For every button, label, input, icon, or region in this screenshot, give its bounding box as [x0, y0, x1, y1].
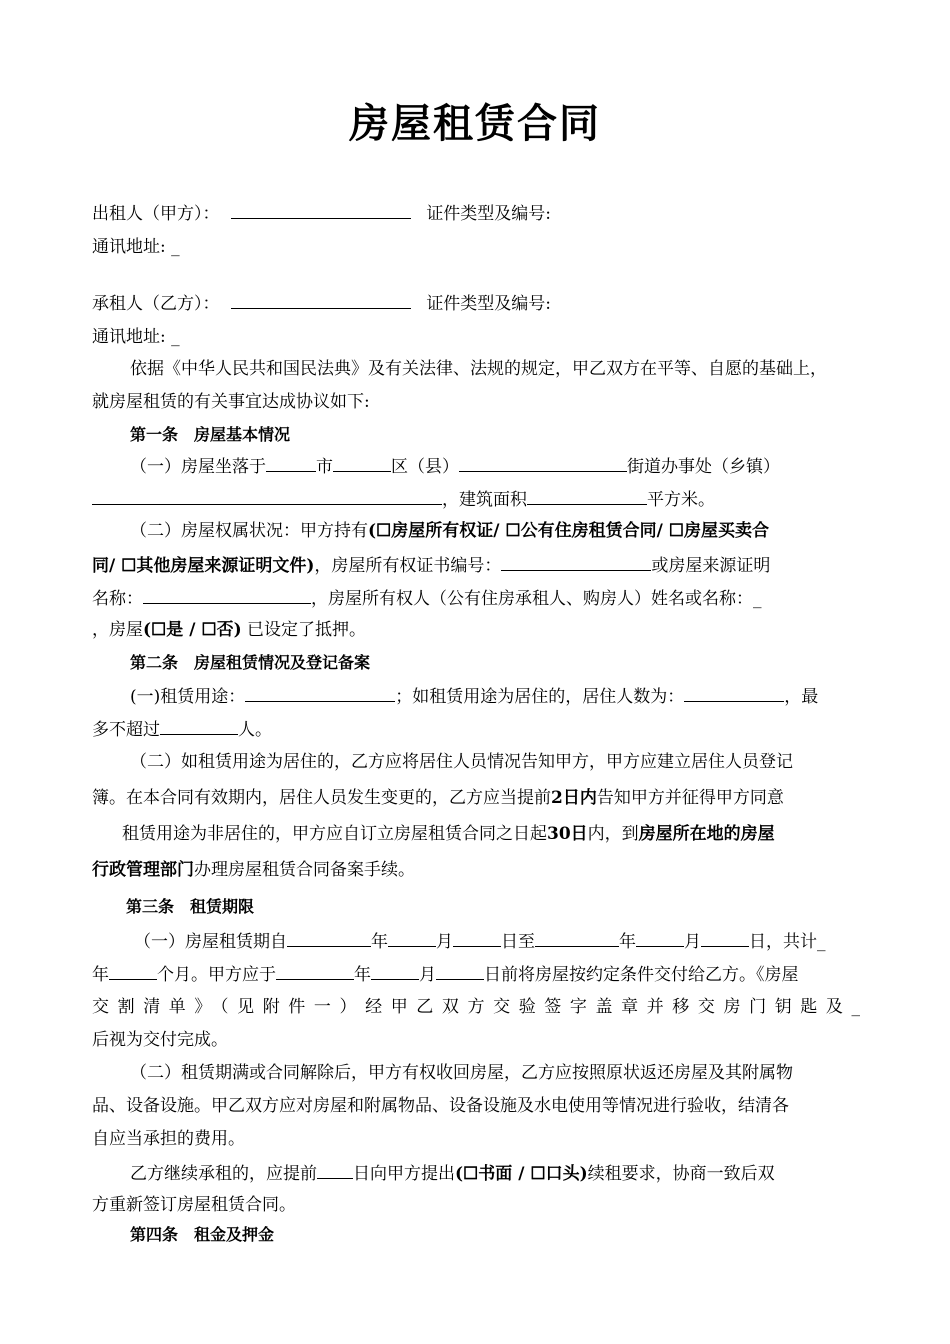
article-4-heading: 第四条 租金及押金 [130, 1225, 275, 1244]
max-residents-unit: 人。 [238, 720, 272, 740]
handover-text: 交割清单》（见附件一）经甲乙双方交验签字盖章并移交房门钥匙及_ [92, 997, 860, 1017]
owner-name-label: ，房屋所有权人（公有住房承租人、购房人）姓名或名称：_ [311, 589, 762, 609]
purpose-label: (一)租赁用途： [130, 687, 246, 707]
city-label: 市 [316, 457, 333, 477]
art3-para2-line-1: （二）租赁期满或合同解除后，甲方有权收回房屋，乙方应按照原状返还房屋及其附属物 [130, 1063, 793, 1083]
area-unit: 平方米。 [647, 490, 715, 510]
purpose-blank[interactable] [245, 683, 395, 702]
residents-blank[interactable] [684, 683, 784, 702]
address-detail-blank[interactable] [92, 486, 442, 505]
month-label: 月 [419, 965, 436, 985]
party-a-label: 出租人（甲方）： [92, 204, 220, 224]
notice-text: 簿。在本合同有效期内，居住人员发生变更的，乙方应当提前 [92, 788, 551, 808]
art3-term-line-4: 后视为交付完成。 [92, 1030, 228, 1050]
intro-line-1: 依据《中华人民共和国民法典》及有关法律、法规的规定，甲乙双方在平等、自愿的基础上， [130, 359, 827, 379]
art3-term-line-2 [92, 961, 799, 987]
year-label: 年 [619, 932, 636, 952]
renewal-text: 日向甲方提出 [353, 1164, 455, 1184]
art2-max-line [92, 716, 272, 742]
mortgage-options[interactable]: (☐是 / ☐否) [143, 620, 242, 640]
cert-number-blank[interactable] [501, 552, 651, 571]
end-day-blank[interactable] [701, 928, 749, 947]
art1-area-line [92, 486, 715, 512]
article-2-heading: 第二条 房屋租赁情况及登记备案 [130, 653, 371, 672]
art2-para2-line-2 [92, 786, 784, 810]
area-blank[interactable] [527, 486, 647, 505]
article-3-heading: 第三条 租赁期限 [126, 897, 255, 916]
art1-ownership-line-1 [130, 519, 769, 543]
art1-location-line [130, 453, 780, 479]
art1-ownership-line-3 [92, 585, 762, 611]
art3-para2-line-3: 自应当承担的费用。 [92, 1129, 245, 1149]
notice-days: 2日内 [551, 788, 597, 808]
delivery-year-blank[interactable] [276, 961, 354, 980]
art3-renewal-line-1 [130, 1160, 775, 1186]
registration-suffix: 办理房屋租赁合同备案手续。 [194, 860, 415, 880]
renewal-suffix: 续租要求，协商一致后双 [587, 1164, 775, 1184]
total-label: 日，共计_ [749, 932, 826, 952]
area-label: ，建筑面积 [442, 490, 527, 510]
delivery-month-blank[interactable] [371, 961, 419, 980]
party-a-name-blank[interactable] [231, 200, 411, 219]
art3-para2-line-2: 品、设备设施。甲乙双方应对房屋和附属物品、设备设施及水电使用等情况进行验收，结清各 [92, 1096, 789, 1116]
end-month-blank[interactable] [636, 928, 684, 947]
party-b-label: 承租人（乙方）： [92, 294, 220, 314]
start-day-blank[interactable] [453, 928, 501, 947]
street-blank[interactable] [459, 453, 627, 472]
total-year-label: 年 [92, 965, 109, 985]
renewal-days-blank[interactable] [317, 1160, 353, 1179]
art3-term-line-3 [92, 995, 860, 1019]
max-residents-label: 多不超过 [92, 720, 160, 740]
day-to-label: 日至 [501, 932, 535, 952]
start-month-blank[interactable] [388, 928, 436, 947]
total-months-blank[interactable] [109, 961, 157, 980]
party-b-address: 通讯地址: _ [92, 327, 180, 347]
residents-suffix: ，最 [784, 687, 819, 707]
year-label: 年 [371, 932, 388, 952]
intro-line-2: 就房屋租赁的有关事宜达成协议如下: [92, 392, 370, 412]
party-b-line [92, 290, 551, 316]
page-title: 房屋租赁合同 [349, 100, 601, 147]
party-b-id-label: 证件类型及编号: [426, 294, 552, 314]
delivery-label: 个月。甲方应于 [157, 965, 276, 985]
residents-label: ；如租赁用途为居住的，居住人数为： [395, 687, 685, 707]
party-a-address: 通讯地址: _ [92, 237, 180, 257]
art2-para3-line-2 [92, 858, 415, 882]
mortgage-label: ，房屋 [92, 620, 143, 640]
ownership-doc-options[interactable]: (☐房屋所有权证/ ☐公有住房租赁合同/ ☐房屋买卖合 [368, 521, 770, 541]
registration-text: 租赁用途为非居住的，甲方应自订立房屋租赁合同之日起 [122, 824, 547, 844]
district-label: 区（县） [391, 457, 459, 477]
art1-ownership-line-2 [92, 552, 770, 578]
term-label: （一）房屋租赁期自 [134, 932, 287, 952]
max-residents-blank[interactable] [160, 716, 238, 735]
art1-mortgage-line [92, 618, 366, 642]
delivery-suffix: 日前将房屋按约定条件交付给乙方。《房屋 [484, 965, 799, 985]
party-a-id-label: 证件类型及编号: [426, 204, 552, 224]
art2-para3-line-1 [122, 822, 775, 846]
registration-authority: 房屋所在地的房屋 [638, 824, 775, 844]
article-1-heading: 第一条 房屋基本情况 [130, 425, 291, 444]
month-label: 月 [436, 932, 453, 952]
city-blank[interactable] [266, 453, 316, 472]
source-name-label: 名称： [92, 589, 143, 609]
notice-suffix: 告知甲方并征得甲方同意 [596, 788, 784, 808]
registration-days: 30日 [547, 824, 588, 844]
mortgage-suffix: 已设定了抵押。 [241, 620, 367, 640]
year-label: 年 [354, 965, 371, 985]
street-label: 街道办事处（乡镇） [627, 457, 780, 477]
end-year-blank[interactable] [535, 928, 619, 947]
art3-renewal-line-2: 方重新签订房屋租赁合同。 [92, 1195, 296, 1215]
source-proof-label: 或房屋来源证明 [651, 556, 771, 576]
cert-number-label: ，房屋所有权证书编号： [314, 556, 502, 576]
month-label: 月 [684, 932, 701, 952]
delivery-day-blank[interactable] [436, 961, 484, 980]
party-b-name-blank[interactable] [231, 290, 411, 309]
start-year-blank[interactable] [287, 928, 371, 947]
district-blank[interactable] [333, 453, 391, 472]
registration-to: 内，到 [587, 824, 639, 844]
party-a-line [92, 200, 551, 226]
art2-para2-line-1: （二）如租赁用途为居住的，乙方应将居住人员情况告知甲方，甲方应建立居住人员登记 [130, 752, 793, 772]
ownership-label: （二）房屋权属状况：甲方持有 [130, 521, 368, 541]
renewal-label: 乙方继续承租的，应提前 [130, 1164, 317, 1184]
art2-purpose-line [130, 683, 818, 709]
source-name-blank[interactable] [143, 585, 311, 604]
location-label: （一）房屋坐落于 [130, 457, 266, 477]
registration-authority-cont: 行政管理部门 [92, 860, 194, 880]
renewal-options[interactable]: (☐书面 / ☐口头) [455, 1164, 588, 1184]
ownership-doc-options-cont[interactable]: 同/ ☐其他房屋来源证明文件) [92, 556, 315, 576]
art3-term-line-1 [134, 928, 826, 954]
